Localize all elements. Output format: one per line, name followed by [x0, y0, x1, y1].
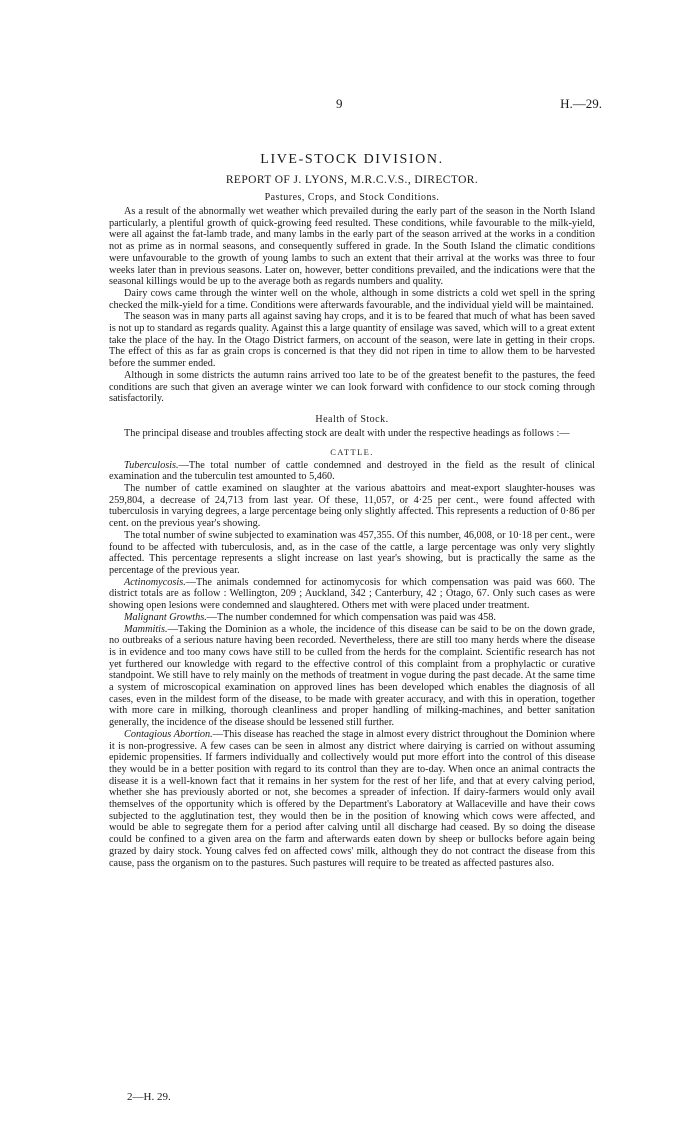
- tuberculosis-text: —The total number of cattle condemned and destroyed in the field as the result of clinical examination and the tuberculin test amounted to 5,460.: [109, 459, 595, 483]
- paragraph-mammitis: [109, 624, 595, 729]
- tuberculosis-title: Tuberculosis.: [124, 459, 179, 471]
- paragraph-contagious-abortion: [109, 729, 595, 869]
- footer-signature: 2—H. 29.: [127, 1091, 171, 1103]
- paragraph-swine-examined: The total number of swine subjected to examination was 457,355. Of this number, 46,008, or 10·18 per cent., were found to be affected with tuberculosis, and, as in the case of the cattle, a large percentage was only very slightly affected. This percentage represents a slight increase on last year's showing, but is practically the same as the percentage of the previous year.: [109, 529, 595, 576]
- report-title: REPORT OF J. LYONS, M.R.C.V.S., DIRECTOR.: [225, 174, 479, 186]
- paragraph-actinomycosis: [109, 577, 595, 612]
- paragraph-tuberculosis: [109, 460, 595, 483]
- paragraph-autumn-rains: Although in some districts the autumn rains arrived too late to be of the greatest benefit to the pastures, the feed conditions are such that given an average winter we can look forward with confidence to our stock coming through satisfactorily.: [109, 369, 595, 405]
- section-heading-pastures: Pastures, Crops, and Stock Conditions.: [264, 192, 440, 203]
- paragraph-dairy-cows: Dairy cows came through the winter well on the whole, although in some districts a cold wet spell in the spring checked the milk-yield for a time. Conditions were afterwards favourable, and the individual yield will be maintained.: [109, 287, 595, 311]
- page-number: 9: [336, 96, 343, 111]
- subheading-cattle: CATTLE.: [330, 446, 374, 457]
- paragraph-weather: As a result of the abnormally wet weather which prevailed during the early part of the season in the North Island particularly, a plentiful growth of quick-growing feed resulted. These conditions, while favourable to the milk-yield, were all against the fat-lamb trade, and many lambs in the early part of the season arrived at the works in a condition not as prime as in normal seasons, and consequently suffered in grade. In the South Island the climatic conditions were unfavourable to the growth of young lambs to such an extent that their arrival at the works was three to four weeks later than in previous seasons. Later on, however, better conditions prevailed, and the indications were that the seasonal killings would be up to the average both as regards numbers and quality.: [109, 206, 595, 288]
- actinomycosis-text: —The animals condemned for actinomycosis for which compensation was paid was 660. The district totals are as follow : Wellington, 209 ; Auckland, 342 ; Canterbury, 42 ; Otago, 67. Only such cases as were showing open lesions were condemned and slaughtered. Others met with were placed under treatment.: [109, 576, 595, 612]
- mammitis-title: Mammitis.: [124, 623, 168, 635]
- document-reference: H.—29.: [560, 96, 602, 111]
- contagious-abortion-title: Contagious Abortion.: [124, 728, 213, 740]
- paragraph-cattle-examined: The number of cattle examined on slaughter at the various abattoirs and meat-export slaughter-houses was 259,804, a decrease of 24,713 from last year. Of these, 11,057, or 4·25 per cent., were found affected with tuberculosis in varying degrees, a large percentage being only slightly affected. This represents a reduction of 0·86 per cent. on the previous year's showing.: [109, 483, 595, 530]
- page-content: [109, 152, 595, 869]
- mammitis-text: —Taking the Dominion as a whole, the incidence of this disease can be said to be on the down grade, no outbreaks of a serious nature having been recorded. Nevertheless, there are still too many herds where the disease is in evidence and too many cows have still to be culled from the herds for the complaint. Scientific research has not yet furthered our knowledge with regard to the effective control of this complaint from a prophylactic or curative standpoint. We still have to rely mainly on the methods of treatment in vogue during the past decade. At the same time a system of microscopical examination on approved lines has been developed which enables the diagnosis of all cases, even in the mildest form of the disease, to be made with greater accuracy, and with this in operation, together with more care in milking, thorough cleanliness and proper handling of milking-machines, and better sanitation generally, the incidence of the disease should be lessened still further.: [109, 623, 595, 729]
- malignant-growths-text: —The number condemned for which compensation was paid was 458.: [206, 611, 496, 623]
- section-heading-health: Health of Stock.: [315, 413, 389, 425]
- paragraph-malignant-growths: [109, 612, 595, 624]
- contagious-abortion-text: —This disease has reached the stage in almost every district throughout the Dominion where it is non-progressive. A few cases can be seen in almost any district where dairying is carried on without assuming epidemic propensities. If farmers individually and collectively would put more effort into the control of this disease they would be in a better position with regard to its control than they are to-day. When once an animal contracts the disease it is a well-known fact that it remains in her system for the rest of her life, and that at every calving period, whether she has previously aborted or not, she becomes a spreader of infection. If dairy-farmers would only avail themselves of the opportunity which is offered by the Department's Laboratory at Wallaceville and have their cows subjected to the agglutination test, they would then be in the position of knowing which cows were affected, and would be able to segregate them for a period after calving until all discharge had ceased. By so doing the disease could be confined to a given area on the farm and afterwards eaten down by sheep or bullocks before again being grazed by dairy stock. Young calves fed on affected cows' milk, although they do not contract the disease from this cause, pass the organism on to the pastures. Such pastures will require to be treated as affected pastures also.: [109, 728, 595, 869]
- actinomycosis-title: Actinomycosis.: [124, 576, 186, 588]
- division-title: LIVE-STOCK DIVISION.: [260, 152, 444, 167]
- paragraph-health-intro: The principal disease and troubles affecting stock are dealt with under the respective headings as follows :—: [124, 427, 570, 439]
- paragraph-hay-crops: The season was in many parts all against saving hay crops, and it is to be feared that much of what has been saved is not up to standard as regards quality. Against this a large quantity of ensilage was saved, which will to a great extent take the place of the hay. In the Otago District farmers, on account of the season, were late in getting in their crops. The effect of this as far as grain crops is concerned is that they did not ripen in time to allow them to be harvested before the summer ended.: [109, 311, 595, 370]
- malignant-growths-title: Malignant Growths.: [124, 611, 207, 623]
